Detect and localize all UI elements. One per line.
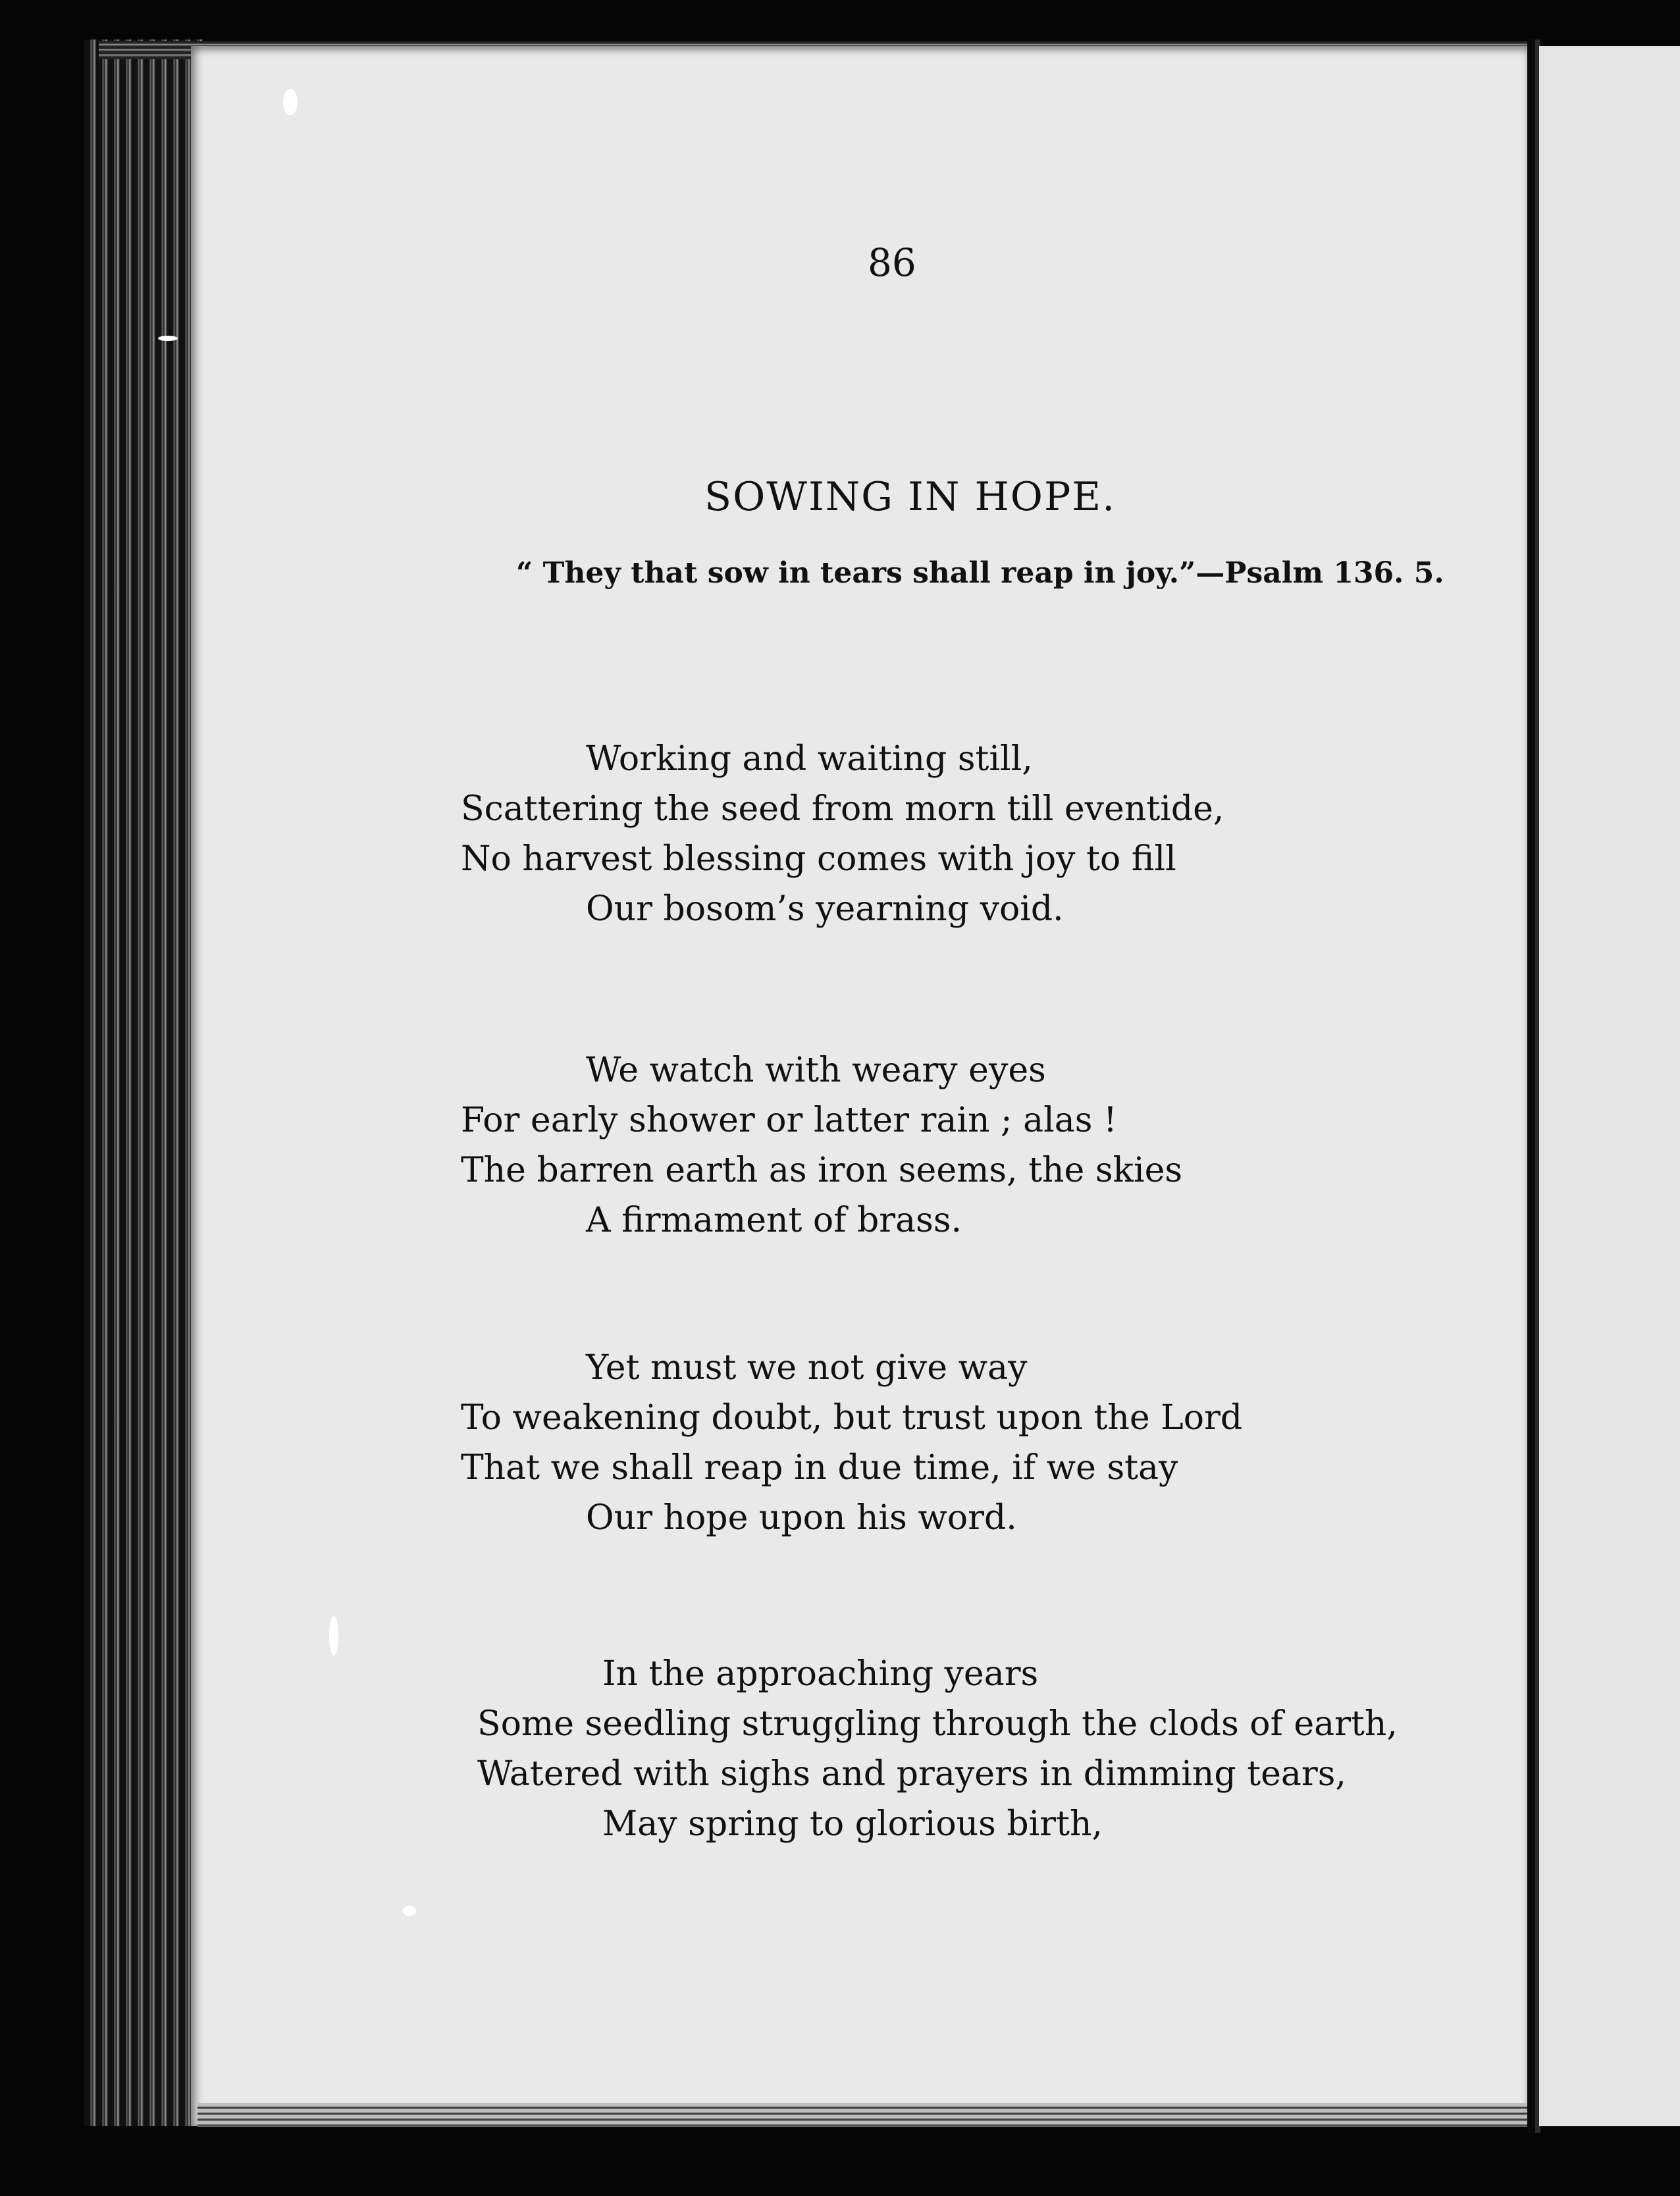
- epigraph: “ They that sow in tears shall reap in joy.”—Psalm 136. 5.: [516, 556, 1444, 590]
- verse-line: Our hope upon his word.: [586, 1498, 1017, 1538]
- verse-line: May spring to glorious birth,: [602, 1804, 1103, 1844]
- verse-line: Working and waiting still,: [586, 739, 1033, 779]
- gutter: [1527, 39, 1535, 2133]
- stanza-3: [461, 1343, 1242, 1543]
- page-stack-bottom-edge: [197, 2103, 1527, 2127]
- verse-line: To weakening doubt, but trust upon the Lord: [461, 1398, 1243, 1438]
- verse-line: A firmament of brass.: [586, 1201, 962, 1240]
- verse-line: We watch with weary eyes: [586, 1051, 1046, 1090]
- stanza-4: [477, 1649, 1398, 1849]
- stanza-2: [461, 1045, 1182, 1245]
- verse-line: No harvest blessing comes with joy to fill: [461, 839, 1176, 879]
- verse-line: The barren earth as iron seems, the skies: [461, 1151, 1183, 1190]
- page-number: 86: [868, 240, 916, 285]
- verse-line: Yet must we not give way: [586, 1348, 1028, 1388]
- verse-line: Our bosom’s yearning void.: [586, 889, 1064, 929]
- scan-speck: [158, 336, 178, 341]
- verse-line: In the approaching years: [602, 1654, 1039, 1694]
- stanza-1: [461, 734, 1224, 934]
- scan-speck: [329, 1616, 338, 1656]
- page-stack-edge: [84, 39, 203, 2126]
- verse-line: Scattering the seed from morn till eventide,: [461, 789, 1224, 829]
- verse-line: Some seedling struggling through the clods of earth,: [477, 1704, 1398, 1744]
- scan-speck: [403, 1906, 416, 1916]
- facing-page: [1539, 46, 1680, 2126]
- verse-line: Watered with sighs and prayers in dimming tears,: [477, 1754, 1346, 1794]
- verse-line: That we shall reap in due time, if we stay: [461, 1448, 1178, 1488]
- scan-speck: [283, 89, 298, 115]
- verse-line: For early shower or latter rain ; alas !: [461, 1101, 1117, 1140]
- poem-title: SOWING IN HOPE.: [704, 474, 1116, 520]
